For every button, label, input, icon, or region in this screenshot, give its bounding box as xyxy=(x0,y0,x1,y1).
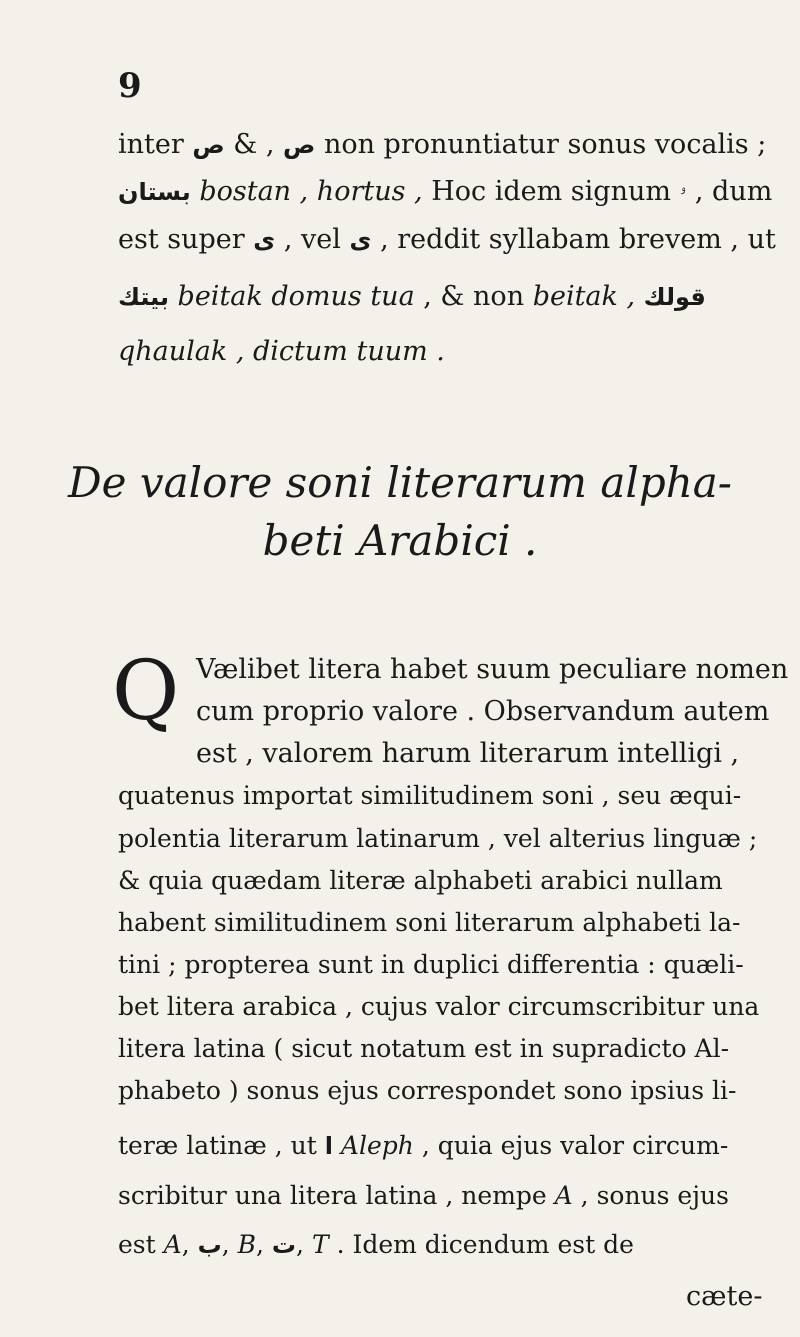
latin-letter: B xyxy=(237,1230,256,1259)
drop-cap: Q xyxy=(112,644,180,739)
section-heading-line-2: beti Arabici . xyxy=(262,516,538,565)
latin-letter: T xyxy=(311,1230,329,1259)
word: teræ latinæ , ut xyxy=(118,1131,317,1160)
para-line: tini ; propterea sunt in duplici differentia : quæli- xyxy=(118,950,744,979)
word: , sonus ejus xyxy=(580,1181,729,1210)
para-line: cum proprio valore . Observandum autem xyxy=(196,696,770,727)
arabic-glyph: ب xyxy=(197,1231,222,1259)
translation: domus tua xyxy=(271,281,415,312)
word: , & non xyxy=(423,281,525,312)
word: , quia ejus valor circum- xyxy=(421,1131,729,1160)
transliteration: beitak , xyxy=(532,281,636,312)
text-line-5 xyxy=(118,338,758,365)
text-line-4 xyxy=(118,283,758,310)
arabic-glyph: ص xyxy=(192,131,225,159)
para-line: bet litera arabica , cujus valor circumscribitur una xyxy=(118,992,760,1021)
word: scribitur una litera latina , nempe xyxy=(118,1181,547,1210)
arabic-glyph: ت xyxy=(271,1231,297,1259)
transliteration: bostan , hortus , xyxy=(199,176,423,207)
word: , & xyxy=(233,129,275,160)
word: est xyxy=(118,1230,156,1259)
text-line-1 xyxy=(118,129,767,160)
arabic-glyph: ی xyxy=(253,226,276,254)
para-line: Vælibet litera habet suum peculiare nomen xyxy=(196,654,789,685)
word: inter xyxy=(118,129,184,160)
arabic-glyph: ی xyxy=(349,226,372,254)
para-line: polentia literarum latinarum , vel alterius linguæ ; xyxy=(118,824,758,853)
para-line: litera latina ( sicut notatum est in supradicto Al- xyxy=(118,1034,730,1063)
arabic-word: بیتك xyxy=(118,283,169,311)
para-line: quatenus importat similitudinem soni , seu æqui- xyxy=(118,781,742,810)
word: non pronuntiatur sonus vocalis ; xyxy=(323,129,767,160)
page-number: 9 xyxy=(118,66,142,106)
para-line: & quia quædam literæ alphabeti arabici nullam xyxy=(118,866,723,895)
transliteration: qhaulak , dictum tuum . xyxy=(118,336,445,367)
arabic-word: بستان xyxy=(118,178,191,206)
word: , reddit syllabam brevem , ut xyxy=(380,224,776,255)
catchword: cæte- xyxy=(686,1281,763,1312)
arabic-glyph: ص xyxy=(283,131,316,159)
text-line-2 xyxy=(118,176,773,207)
section-heading-line-1: De valore soni literarum alpha- xyxy=(68,458,732,507)
text-line-3 xyxy=(118,224,776,255)
para-line: est , valorem harum literarum intelligi , xyxy=(196,738,740,769)
para-line xyxy=(118,1133,758,1158)
word: . Idem dicendum est de xyxy=(336,1230,634,1259)
latin-letter: A xyxy=(163,1230,182,1259)
para-line: habent similitudinem soni literarum alphabeti la- xyxy=(118,908,741,937)
word: , vel xyxy=(283,224,341,255)
transliteration: beitak xyxy=(177,281,263,312)
latin-letter: A xyxy=(554,1181,573,1210)
para-line: phabeto ) sonus ejus correspondet sono ipsius li- xyxy=(118,1076,737,1105)
word: est super xyxy=(118,224,245,255)
letter-name: Aleph xyxy=(340,1131,414,1160)
word: Hoc idem signum ۥ , dum xyxy=(431,176,773,207)
para-line xyxy=(118,1183,758,1208)
arabic-glyph: ا xyxy=(324,1132,333,1160)
para-line: est A, ب, B, ت, T . Idem dicendum est de xyxy=(118,1230,634,1259)
arabic-word: قولك xyxy=(643,283,706,311)
